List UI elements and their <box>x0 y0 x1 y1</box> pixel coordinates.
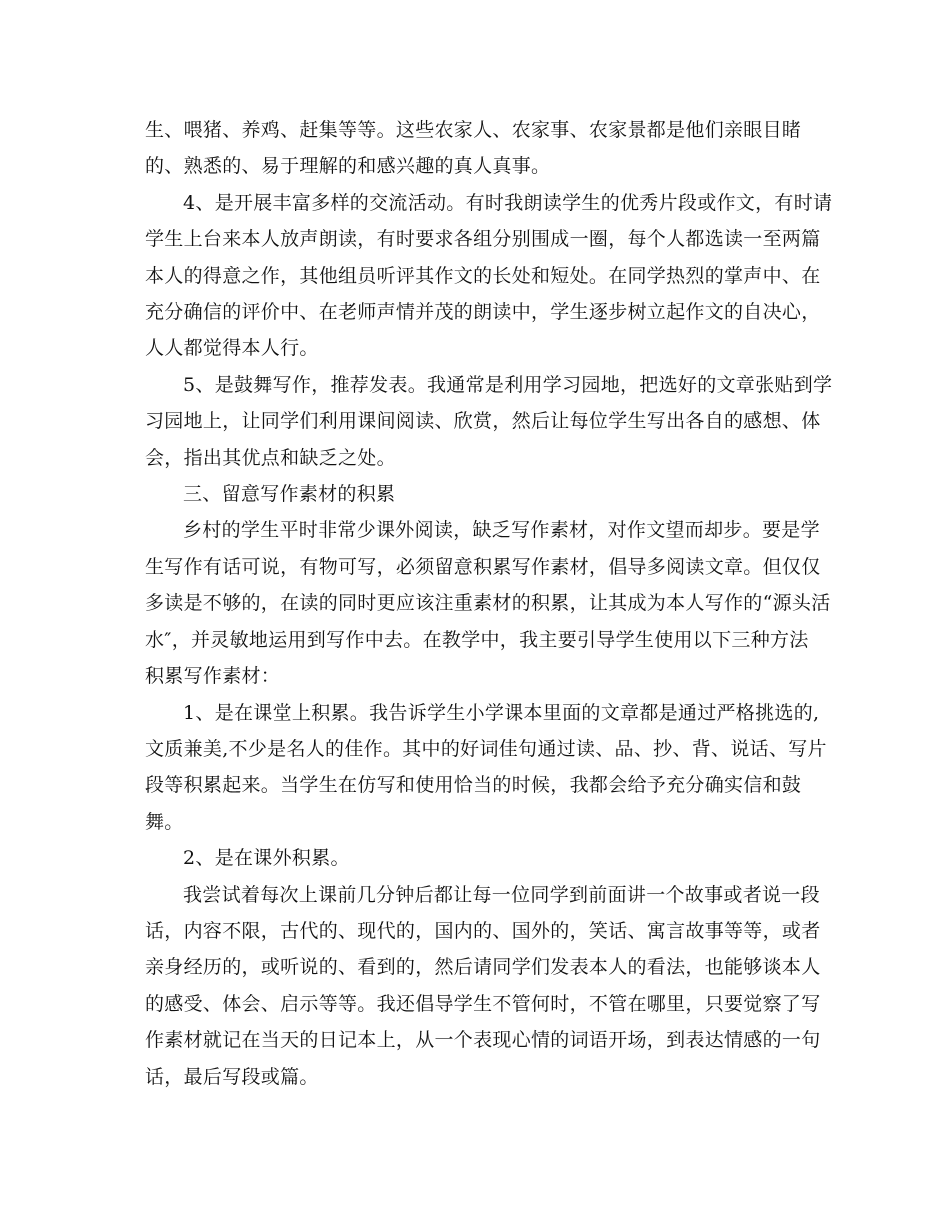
text-line: 亲身经历的，或听说的、看到的，然后请同学们发表本人的看法，也能够谈本人 <box>145 956 821 979</box>
text-line: 舞。 <box>145 810 184 833</box>
text-line: 段等积累起来。当学生在仿写和使用恰当的时候，我都会给予充分确实信和鼓 <box>145 774 802 797</box>
paragraph-start-line: 4、是开展丰富多样的交流活动。有时我朗读学生的优秀片段或作文，有时请 <box>183 191 833 214</box>
section-heading: 三、留意写作素材的积累 <box>183 483 396 506</box>
text-line: 充分确信的评价中、在老师声情并茂的朗读中，学生逐步树立起作文的自决心， <box>145 301 821 324</box>
text-line: 人人都觉得本人行。 <box>145 337 319 360</box>
paragraph-start-line: 我尝试着每次上课前几分钟后都让每一位同学到前面讲一个故事或者说一段 <box>183 883 820 906</box>
paragraph-start-line: 1、是在课堂上积累。我告诉学生小学课本里面的文章都是通过严格挑选的, <box>183 701 820 724</box>
text-line: 积累写作素材： <box>145 665 281 688</box>
text-line: 话，内容不限，古代的、现代的，国内的、国外的，笑话、寓言故事等等，或者 <box>145 919 821 942</box>
text-line: 学生上台来本人放声朗读，有时要求各组分别围成一圈，每个人都选读一至两篇 <box>145 228 821 251</box>
text-line: 作素材就记在当天的日记本上，从一个表现心情的词语开场，到表达情感的一句 <box>145 1029 821 1052</box>
paragraph-start-line: 乡村的学生平时非常少课外阅读，缺乏写作素材，对作文望而却步。要是学 <box>183 519 820 542</box>
text-line: 文质兼美,不少是名人的佳作。其中的好词佳句通过读、品、抄、背、说话、写片 <box>145 737 827 760</box>
text-line: 会，指出其优点和缺乏之处。 <box>145 446 396 469</box>
text-line: 的感受、体会、启示等等。我还倡导学生不管何时，不管在哪里，只要觉察了写 <box>145 992 821 1015</box>
text-line: 话，最后写段或篇。 <box>145 1065 319 1088</box>
text-line: 本人的得意之作，其他组员听评其作文的长处和短处。在同学热烈的掌声中、在 <box>145 264 821 287</box>
text-line: 多读是不够的，在读的同时更应该注重素材的积累，让其成为本人写作的“源头活 <box>145 592 831 615</box>
document-body <box>145 112 833 1095</box>
text-line: 的、熟悉的、易于理解的和感兴趣的真人真事。 <box>145 155 551 178</box>
text-line: 生、喂猪、养鸡、赶集等等。这些农家人、农家事、农家景都是他们亲眼目睹 <box>145 119 802 141</box>
text-line: 水″，并灵敏地运用到写作中去。在教学中，我主要引导学生使用以下三种方法 <box>145 628 809 651</box>
paragraph-start-line: 2、是在课外积累。 <box>183 847 350 870</box>
paragraph-start-line: 5、是鼓舞写作，推荐发表。我通常是利用学习园地，把选好的文章张贴到学 <box>183 373 833 396</box>
text-line: 生写作有话可说，有物可写，必须留意积累写作素材，倡导多阅读文章。但仅仅 <box>145 555 821 578</box>
text-line: 习园地上，让同学们利用课间阅读、欣赏，然后让每位学生写出各自的感想、体 <box>145 410 821 433</box>
